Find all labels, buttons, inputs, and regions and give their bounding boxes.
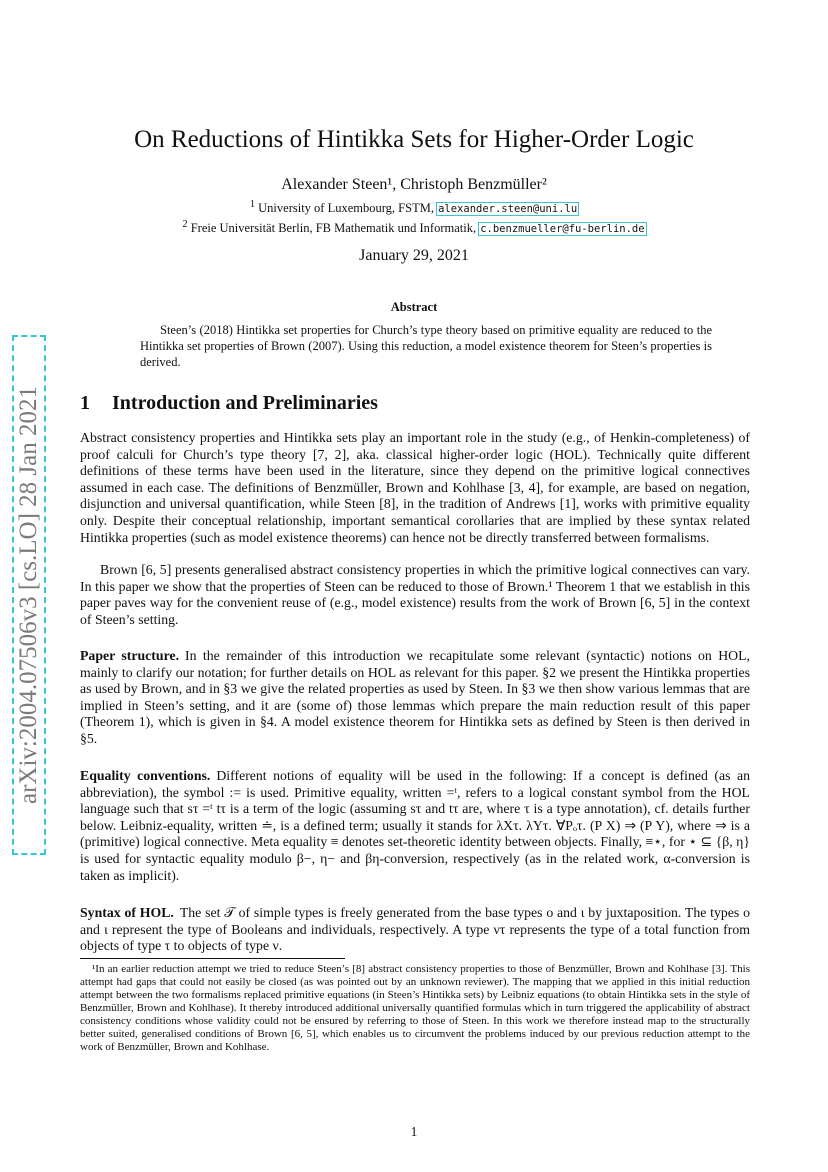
page-number: 1 [410,1124,418,1139]
email-link[interactable]: alexander.steen@uni.lu [438,203,578,216]
paragraph-text: Abstract consistency properties and Hintikka sets play an important role in the study (e.g., of Henkin-completeness) of proof calculi for Church’s type theory [7, 2], aka. classical higher-order logic (HOL). Technically quite different definitions of these terms have been used in the literature, since they depend on the primitive logical connectives assumed in each case. The definitions of Benzmüller, Brown and Kohlhase [3, 4], for example, are based on negation, disjunction and universal quantification, while Steen [8], in the tradition of Andrews [1], works with primitive equality only. Despite their conceptual relationship, important semantical corollaries that are implied by these syntax related Hintikka properties (such as model existence theorems) can hence not be directly transferred between formalisms. [80,430,750,545]
section-title: Introduction and Preliminaries [112,392,378,414]
footnote: ¹In an earlier reduction attempt we tried to reduce Steen’s [8] abstract consistency properties to those of Benzmüller, Brown and Kohlhase [3]. This attempt had gaps that could not easily be closed (as was pointed out by an unknown reviewer). The mapping that we applied in this initial reduction attempt between the two formalisms replaced primitive equations (in Steen’s Hintikka sets) by Leibniz equations (to obtain Hintikka sets in the style of Benzmüller, Brown and Kohlhase). It thereby introduced additional universally quantified formulas which in turn triggered the applicability of abstract consistency conditions whose validity could not be ensured by referring to those of Steen. In this work we therefore instead map to the structurally better suited, generalised conditions of Brown [6, 5], which enables us to circumvent the problems induced by our previous reduction attempt to the work of Benzmüller, Brown and Kohlhase. [80,963,750,1053]
body-paragraph [80,562,750,628]
paragraph-heading: Syntax of HOL. [80,905,174,920]
affiliation-1 [0,199,828,216]
author-list: Alexander Steen¹, Christoph Benzmüller² [281,176,547,193]
section-heading [80,392,378,415]
section-number: 1 [80,392,90,414]
affiliation-mark: 1 [249,199,256,210]
abstract-text: Steen’s (2018) Hintikka set properties for Church’s type theory based on primitive equality are reduced to the Hintikka set properties of Brown (2007). Using this reduction, a model existence theorem for Steen’s properties is derived. [140,323,712,369]
footnote-rule [80,958,345,959]
paragraph-text: Different notions of equality will be used in the following: If a concept is defined (as an abbreviation), the symbol := is used. Primitive equality, written =ᵗ, refers to a logical constant symbol from the HOL language such that sτ =ᵗ tτ is a term of the logic (assuming sτ and tτ are, where τ is a type annotation), cf. details further below. Leibniz-equality, written ≐, is a defined term; usually it stands for λXτ. λYτ. ∀Pₒτ. (P X) ⇒ (P Y), where ⇒ is a (primitive) logical connective. Meta equality ≡ denotes set-theoretic identity between objects. Finally, ≡⋆, for ⋆ ⊆ {β, η} is used for syntactic equality modulo β−, η− and βη-conversion, respectively (as in the related work, α-conversion is taken as implicit). [80,768,750,883]
paragraph-heading: Equality conventions. [80,768,211,783]
paragraph-text: In the remainder of this introduction we recapitulate some relevant (syntactic) notions on HOL, mainly to clarify our notation; for further details on HOL as relevant for this paper. §2 we present the Hintikka properties as used by Brown, and in §3 we give the related properties as used by Steen. In §3 we then show various lemmas that are implied in Steen’s setting, and it are (some of) those lemmas which prepare the main reduction result of this paper (Theorem 1), which is given in §4. A model existence theorem for Hintikka sets as defined by Steen is then derived in §5. [80,648,750,746]
affiliation-mark: 2 [182,219,188,230]
abstract-heading: Abstract [390,300,438,314]
affiliation-text: Freie Universität Berlin, FB Mathematik und Informatik, [190,221,477,236]
paper-date: January 29, 2021 [359,247,469,264]
paragraph-heading: Paper structure. [80,648,180,663]
arxiv-identifier[interactable]: arXiv:2004.07506v3 [cs.LO] 28 Jan 2021 [15,386,42,804]
email-link[interactable]: c.benzmueller@fu-berlin.de [480,223,645,236]
affiliation-2 [0,219,828,236]
paper-title: On Reductions of Hintikka Sets for Higher-Order Logic [134,126,694,153]
paragraph-text: Brown [6, 5] presents generalised abstract consistency properties in which the primitive logical connectives can vary. In this paper we show that the properties of Steen can be reduced to those of Brown.¹ Theorem 1 that we establish in this paper paves way for the convenient reuse of (e.g., model existence) results from the work of Brown [6, 5] in the context of Steen’s setting. [80,562,750,627]
body-paragraph [80,430,750,546]
body-paragraph [80,905,750,955]
affiliation-text: University of Luxembourg, FSTM, [258,201,434,216]
paragraph-text: The set 𝒯 of simple types is freely generated from the base types o and ι by juxtaposition. The types o and ι represent the type of Booleans and individuals, respectively. A type ντ represents the type of a total function from objects of type τ to objects of type ν. [80,905,750,954]
body-paragraph [80,648,750,748]
body-paragraph [80,768,750,884]
